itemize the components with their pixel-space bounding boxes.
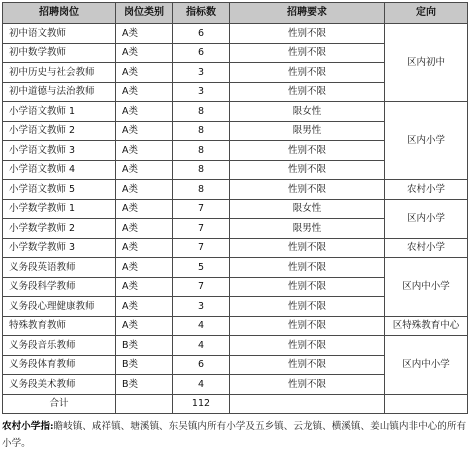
count-cell: 4 xyxy=(173,336,230,356)
count-cell: 3 xyxy=(173,63,230,83)
header-position: 招聘岗位 xyxy=(3,3,116,24)
position-cell: 义务段音乐教师 xyxy=(3,336,116,356)
recruitment-document xyxy=(2,2,467,452)
header-orientation: 定向 xyxy=(385,3,468,24)
count-cell: 4 xyxy=(173,375,230,395)
table-row xyxy=(3,258,468,278)
position-cell: 小学语文教师 4 xyxy=(3,160,116,180)
orientation-cell: 农村小学 xyxy=(385,180,468,200)
count-cell: 4 xyxy=(173,316,230,336)
position-cell: 初中数学教师 xyxy=(3,43,116,63)
type-cell: A类 xyxy=(116,141,173,161)
type-cell: A类 xyxy=(116,180,173,200)
requirement-cell: 性别不限 xyxy=(230,43,385,63)
type-cell: A类 xyxy=(116,316,173,336)
count-cell: 3 xyxy=(173,82,230,102)
type-cell: A类 xyxy=(116,24,173,44)
requirement-cell: 性别不限 xyxy=(230,63,385,83)
requirement-cell: 性别不限 xyxy=(230,316,385,336)
type-cell: A类 xyxy=(116,121,173,141)
orientation-cell: 区内小学 xyxy=(385,199,468,238)
position-cell: 初中语文教师 xyxy=(3,24,116,44)
requirement-cell: 性别不限 xyxy=(230,238,385,258)
type-cell: A类 xyxy=(116,219,173,239)
table-row xyxy=(3,102,468,122)
position-cell: 义务段心理健康教师 xyxy=(3,297,116,317)
total-empty-orientation xyxy=(385,394,468,414)
type-cell: A类 xyxy=(116,102,173,122)
type-cell: B类 xyxy=(116,355,173,375)
requirement-cell: 性别不限 xyxy=(230,180,385,200)
recruitment-table xyxy=(2,2,468,414)
total-empty-type xyxy=(116,394,173,414)
position-cell: 义务段科学教师 xyxy=(3,277,116,297)
requirement-cell: 性别不限 xyxy=(230,258,385,278)
requirement-cell: 限男性 xyxy=(230,121,385,141)
table-body xyxy=(3,24,468,414)
position-cell: 小学数学教师 2 xyxy=(3,219,116,239)
type-cell: A类 xyxy=(116,297,173,317)
header-requirement: 招聘要求 xyxy=(230,3,385,24)
requirement-cell: 性别不限 xyxy=(230,82,385,102)
table-row xyxy=(3,24,468,44)
requirement-cell: 性别不限 xyxy=(230,141,385,161)
count-cell: 8 xyxy=(173,160,230,180)
type-cell: A类 xyxy=(116,238,173,258)
type-cell: B类 xyxy=(116,336,173,356)
position-cell: 特殊教育教师 xyxy=(3,316,116,336)
type-cell: A类 xyxy=(116,277,173,297)
requirement-cell: 性别不限 xyxy=(230,277,385,297)
requirement-cell: 限女性 xyxy=(230,199,385,219)
type-cell: A类 xyxy=(116,43,173,63)
total-empty-requirement xyxy=(230,394,385,414)
type-cell: A类 xyxy=(116,160,173,180)
count-cell: 8 xyxy=(173,121,230,141)
type-cell: B类 xyxy=(116,375,173,395)
total-row xyxy=(3,394,468,414)
count-cell: 3 xyxy=(173,297,230,317)
position-cell: 小学数学教师 1 xyxy=(3,199,116,219)
requirement-cell: 限男性 xyxy=(230,219,385,239)
count-cell: 5 xyxy=(173,258,230,278)
orientation-cell: 区内中小学 xyxy=(385,258,468,317)
table-row xyxy=(3,316,468,336)
table-row xyxy=(3,336,468,356)
type-cell: A类 xyxy=(116,63,173,83)
requirement-cell: 性别不限 xyxy=(230,160,385,180)
count-cell: 8 xyxy=(173,102,230,122)
requirement-cell: 性别不限 xyxy=(230,297,385,317)
count-cell: 7 xyxy=(173,277,230,297)
table-row xyxy=(3,199,468,219)
position-cell: 义务段美术教师 xyxy=(3,375,116,395)
count-cell: 7 xyxy=(173,219,230,239)
requirement-cell: 限女性 xyxy=(230,102,385,122)
requirement-cell: 性别不限 xyxy=(230,336,385,356)
requirement-cell: 性别不限 xyxy=(230,355,385,375)
footnote-label: 农村小学指: xyxy=(2,421,54,432)
header-type: 岗位类别 xyxy=(116,3,173,24)
position-cell: 小学语文教师 2 xyxy=(3,121,116,141)
total-count: 112 xyxy=(173,394,230,414)
type-cell: A类 xyxy=(116,258,173,278)
requirement-cell: 性别不限 xyxy=(230,24,385,44)
position-cell: 义务段英语教师 xyxy=(3,258,116,278)
position-cell: 小学数学教师 3 xyxy=(3,238,116,258)
table-row xyxy=(3,238,468,258)
position-cell: 小学语文教师 3 xyxy=(3,141,116,161)
type-cell: A类 xyxy=(116,199,173,219)
count-cell: 8 xyxy=(173,141,230,161)
count-cell: 6 xyxy=(173,24,230,44)
type-cell: A类 xyxy=(116,82,173,102)
position-cell: 义务段体育教师 xyxy=(3,355,116,375)
requirement-cell: 性别不限 xyxy=(230,375,385,395)
count-cell: 7 xyxy=(173,238,230,258)
count-cell: 6 xyxy=(173,355,230,375)
footnote-text: 瞻岐镇、咸祥镇、塘溪镇、东吴镇内所有小学及五乡镇、云龙镇、横溪镇、姜山镇内非中心的所有小学。 xyxy=(2,421,467,449)
position-cell: 初中道德与法治教师 xyxy=(3,82,116,102)
count-cell: 6 xyxy=(173,43,230,63)
table-row xyxy=(3,180,468,200)
total-label: 合计 xyxy=(3,394,116,414)
orientation-cell: 农村小学 xyxy=(385,238,468,258)
position-cell: 初中历史与社会教师 xyxy=(3,63,116,83)
orientation-cell: 区内中小学 xyxy=(385,336,468,395)
footnote xyxy=(2,418,467,452)
orientation-cell: 区内初中 xyxy=(385,24,468,102)
count-cell: 7 xyxy=(173,199,230,219)
position-cell: 小学语文教师 5 xyxy=(3,180,116,200)
count-cell: 8 xyxy=(173,180,230,200)
orientation-cell: 区特殊教育中心 xyxy=(385,316,468,336)
position-cell: 小学语文教师 1 xyxy=(3,102,116,122)
table-header-row xyxy=(3,3,468,24)
header-count: 指标数 xyxy=(173,3,230,24)
orientation-cell: 区内小学 xyxy=(385,102,468,180)
